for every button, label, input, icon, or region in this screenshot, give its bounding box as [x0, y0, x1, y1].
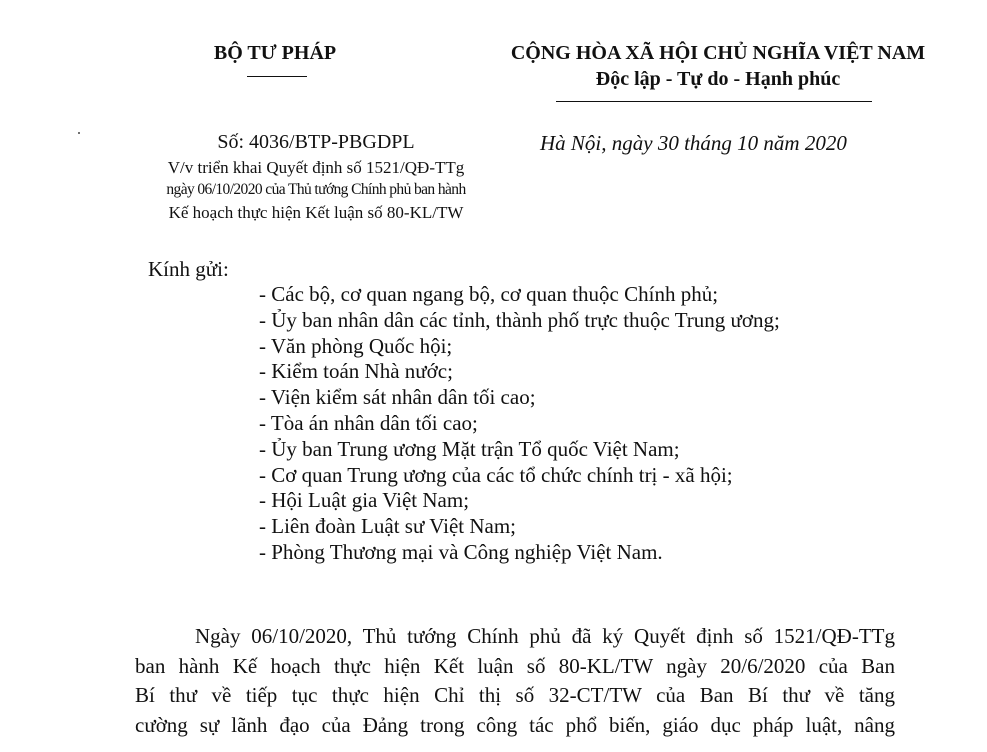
list-item: - Hội Luật gia Việt Nam;	[259, 488, 470, 513]
national-motto: Độc lập - Tự do - Hạnh phúc	[595, 68, 841, 90]
motto-underline	[556, 101, 872, 102]
national-title: CỘNG HÒA XÃ HỘI CHỦ NGHĨA VIỆT NAM	[510, 42, 926, 64]
list-item: - Văn phòng Quốc hội;	[259, 333, 453, 358]
body-line: cường sự lãnh đạo của Đảng trong công tác phổ biến, giáo dục pháp luật, nâng	[135, 712, 895, 737]
list-item: - Kiểm toán Nhà nước;	[259, 359, 453, 384]
organization-underline	[247, 76, 307, 77]
list-item: - Cơ quan Trung ương của các tổ chức chính trị - xã hội;	[259, 462, 733, 487]
salutation: Kính gửi:	[148, 257, 229, 281]
list-item: - Phòng Thương mại và Công nghiệp Việt Nam.	[259, 539, 663, 564]
list-item: - Tòa án nhân dân tối cao;	[259, 410, 478, 435]
body-paragraph	[135, 622, 895, 740]
body-line: Ngày 06/10/2020, Thủ tướng Chính phủ đã ký Quyết định số 1521/QĐ-TTg	[195, 624, 895, 648]
body-line: Bí thư về tiếp tục thực hiện Chỉ thị số 32-CT/TW của Ban Bí thư về tăng	[135, 683, 895, 707]
list-item: - Viện kiểm sát nhân dân tối cao;	[259, 385, 536, 410]
list-item: - Ủy ban nhân dân các tỉnh, thành phố trực thuộc Trung ương;	[259, 307, 780, 332]
document-number: Số: 4036/BTP-PBGDPL	[217, 131, 415, 153]
scan-speck	[78, 132, 80, 134]
place-and-date: Hà Nội, ngày 30 tháng 10 năm 2020	[540, 131, 847, 155]
list-item: - Ủy ban Trung ương Mặt trận Tổ quốc Việt Nam;	[259, 436, 680, 461]
list-item: - Liên đoàn Luật sư Việt Nam;	[259, 514, 517, 539]
list-item: - Các bộ, cơ quan ngang bộ, cơ quan thuộc Chính phủ;	[259, 282, 719, 306]
subject-line: V/v triển khai Quyết định số 1521/QĐ-TTg	[167, 158, 465, 177]
subject-line: ngày 06/10/2020 của Thủ tướng Chính phủ ban hành	[166, 181, 466, 198]
body-line: ban hành Kế hoạch thực hiện Kết luận số 80-KL/TW ngày 20/6/2020 của Ban	[135, 653, 895, 678]
subject-line: Kế hoạch thực hiện Kết luận số 80-KL/TW	[168, 203, 464, 222]
issuing-organization: BỘ TƯ PHÁP	[213, 42, 337, 64]
recipient-list	[259, 282, 780, 566]
